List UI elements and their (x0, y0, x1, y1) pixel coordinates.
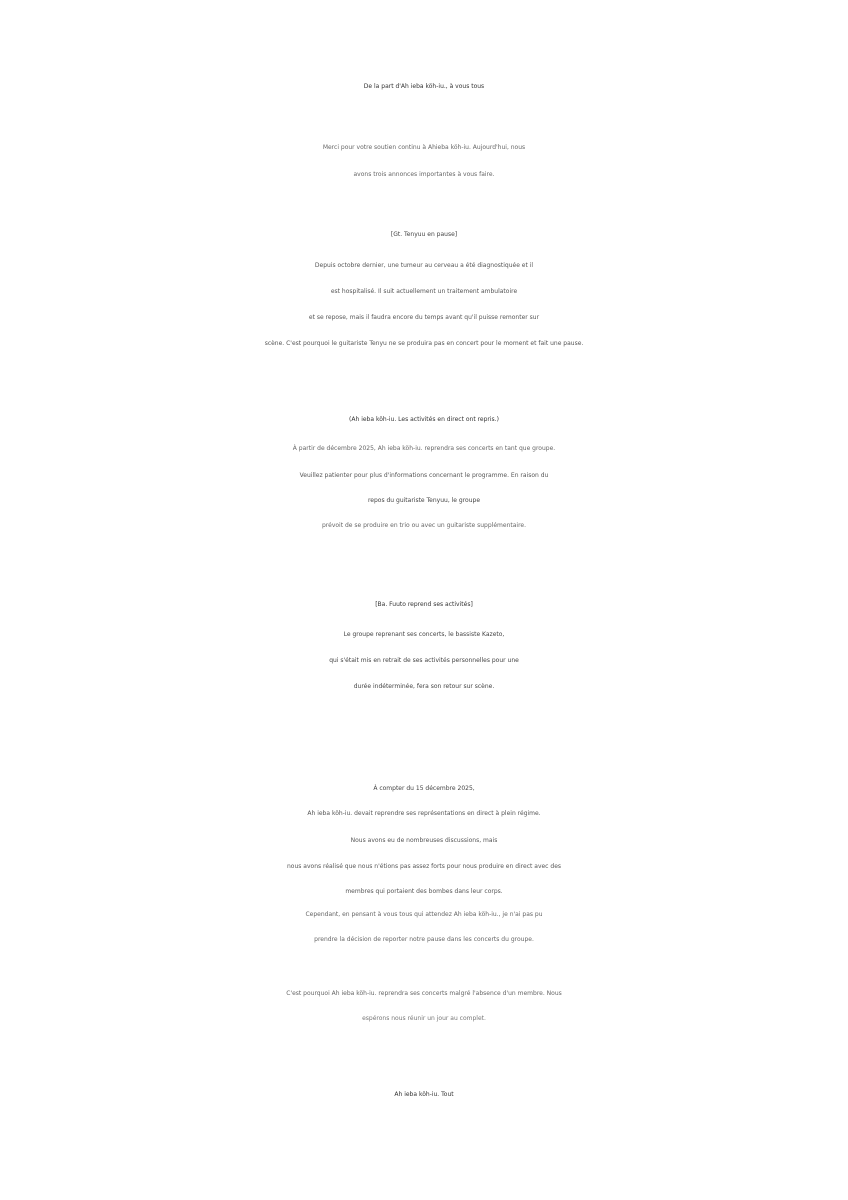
paragraph-line: Veuillez patienter pour plus d'informations concernant le programme. En raison du (299, 472, 549, 479)
paragraph-line: qui s'était mis en retrait de ses activités personnelles pour une (329, 657, 519, 664)
paragraph-line: repos du guitariste Tenyuu, le groupe (367, 497, 481, 504)
paragraph-line: Ah ieba köh-iu. devait reprendre ses représentations en direct à plein régime. (307, 810, 541, 817)
paragraph-line: À compter du 15 décembre 2025, (373, 785, 475, 792)
section-heading-tenyuu-pause: [Gt. Tenyuu en pause] (390, 231, 458, 238)
paragraph-line: Cependant, en pensant à vous tous qui attendez Ah ieba köh-iu., je n'ai pas pu (305, 911, 543, 918)
paragraph-line: C'est pourquoi Ah ieba köh-iu. reprendra ses concerts malgré l'absence d'un membre. Nous (286, 990, 562, 997)
letter-title: De la part d'Ah ieba köh-iu., à vous tous (363, 83, 485, 90)
paragraph-line: est hospitalisé. Il suit actuellement un traitement ambulatoire (330, 288, 518, 295)
paragraph-line: espérons nous réunir un jour au complet. (362, 1015, 486, 1022)
paragraph-line: et se repose, mais il faudra encore du temps avant qu'il puisse remonter sur (308, 314, 540, 321)
paragraph-line: À partir de décembre 2025, Ah ieba köh-iu. reprendra ses concerts en tant que groupe. (292, 445, 556, 452)
paragraph-line: Depuis octobre dernier, une tumeur au cerveau a été diagnostiquée et il (314, 262, 534, 269)
paragraph-line: nous avons réalisé que nous n'étions pas assez forts pour nous produire en direct avec des (286, 863, 562, 870)
paragraph-line: prendre la décision de reporter notre pause dans les concerts du groupe. (314, 936, 534, 943)
paragraph-line: durée indéterminée, fera son retour sur scène. (353, 683, 495, 690)
paragraph-line: membres qui portaient des bombes dans leur corps. (345, 888, 503, 895)
paragraph-line: scène. C'est pourquoi le guitariste Tenyu ne se produira pas en concert pour le moment et fait une pause. (264, 340, 584, 347)
signature: Ah ieba köh-iu. Tout (394, 1091, 454, 1098)
paragraph-line: Nous avons eu de nombreuses discussions, mais (350, 837, 498, 844)
intro-line: avons trois annonces importantes à vous faire. (353, 171, 495, 178)
section-heading-fuuto-returns: [Ba. Fuuto reprend ses activités] (375, 601, 473, 608)
section-heading-live-resumed: (Ah ieba köh-iu. Les activités en direct ont repris.) (349, 416, 499, 423)
paragraph-line: prévoit de se produire en trio ou avec un guitariste supplémentaire. (321, 522, 527, 529)
paragraph-line: Le groupe reprenant ses concerts, le bassiste Kazeto, (343, 631, 505, 638)
intro-line: Merci pour votre soutien continu à Ahieba köh-iu. Aujourd'hui, nous (322, 144, 526, 151)
